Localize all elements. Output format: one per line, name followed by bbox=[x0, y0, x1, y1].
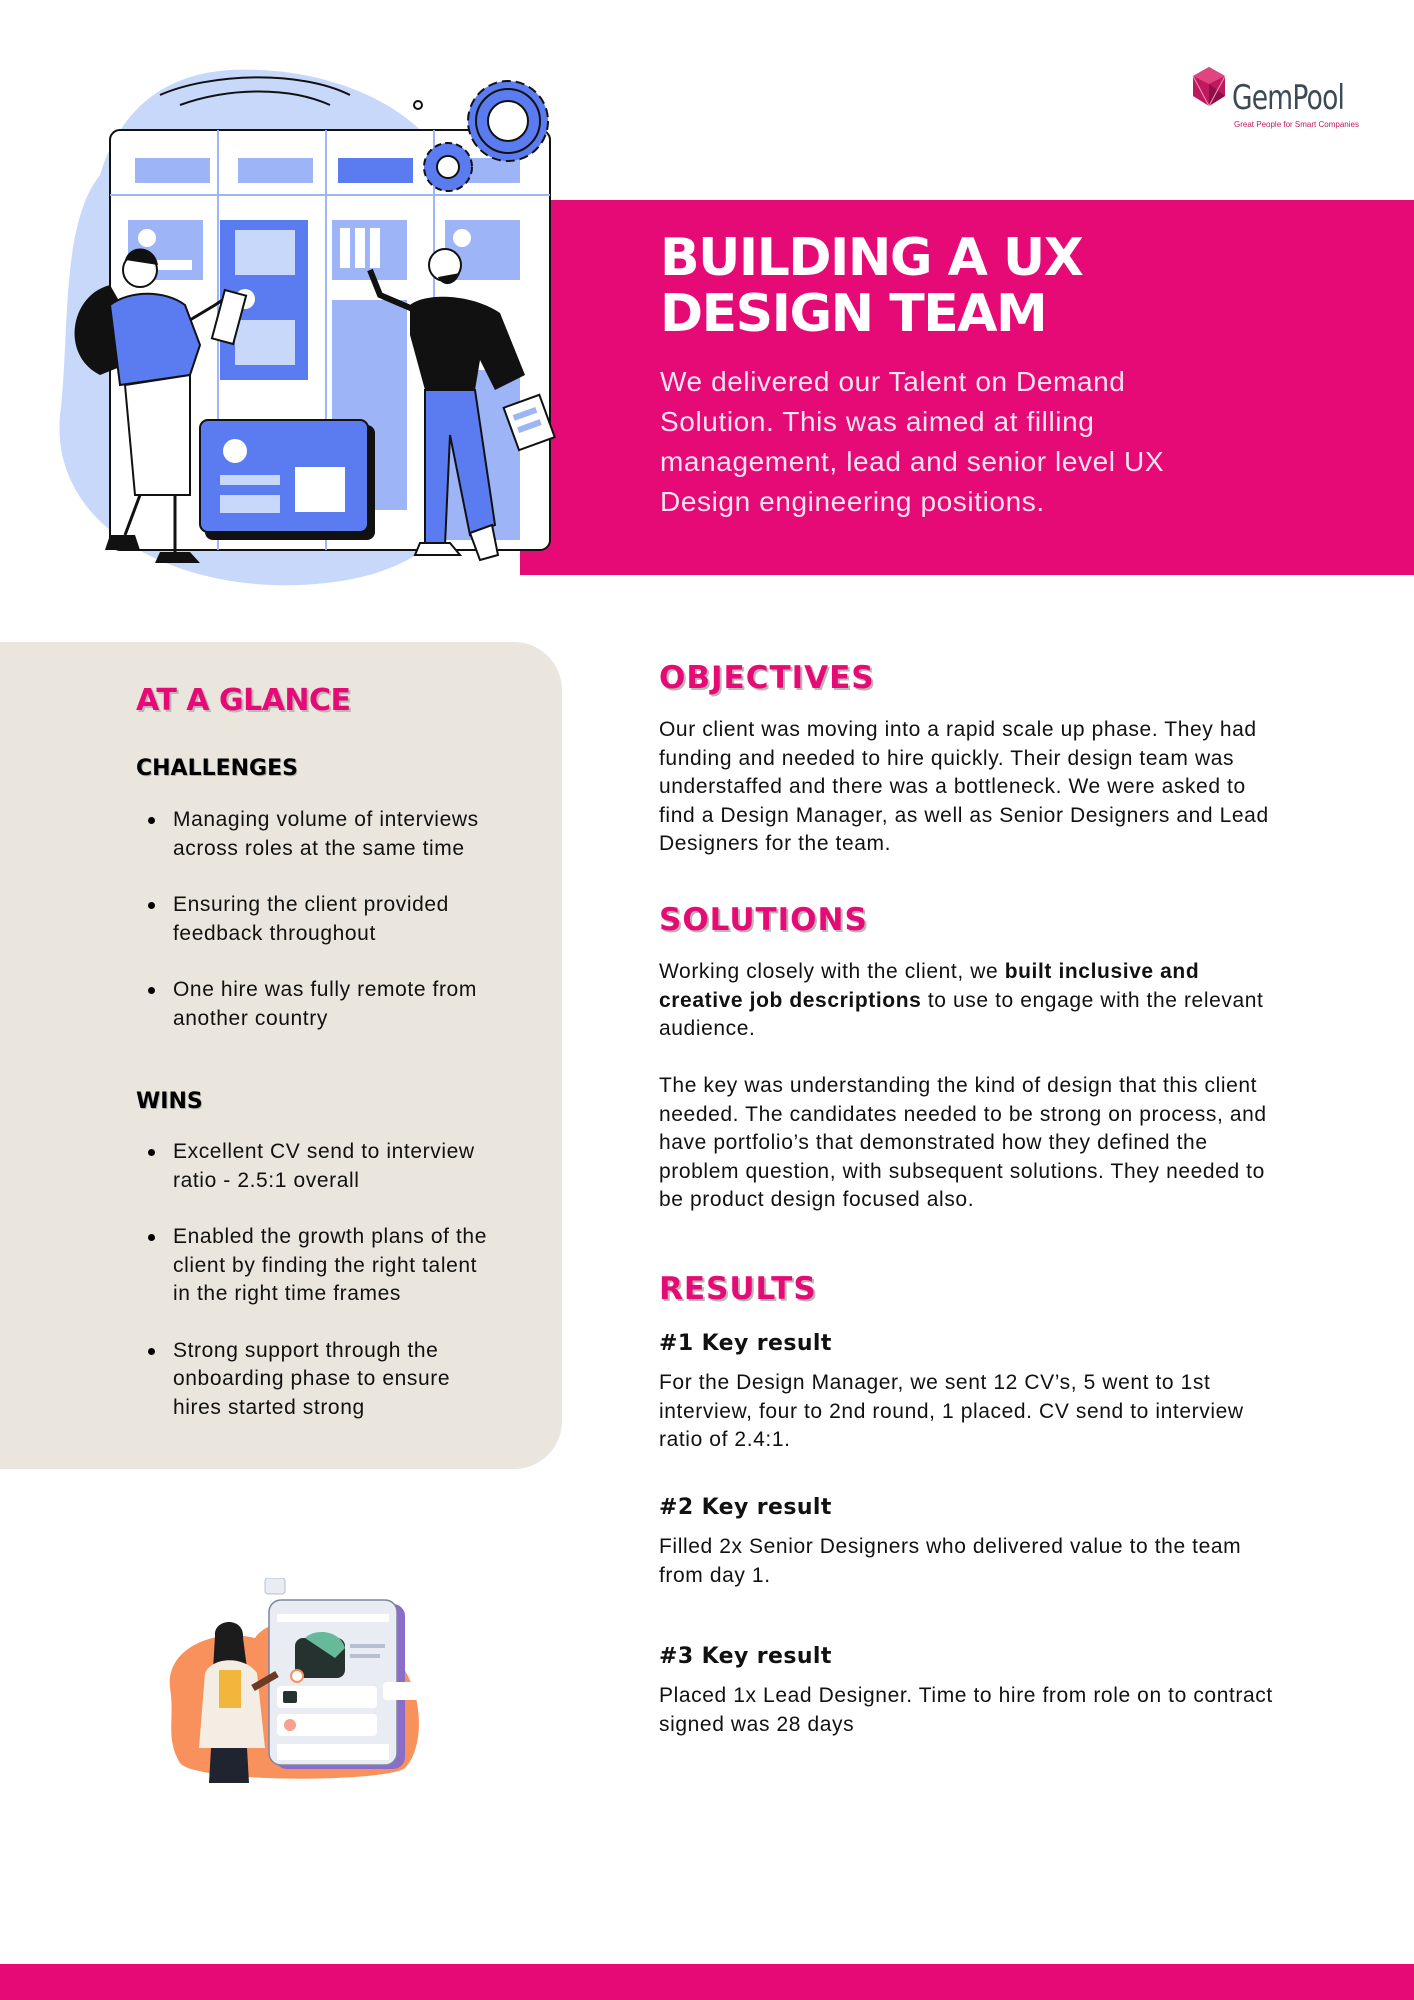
key-result-1-title: #1 Key result bbox=[659, 1331, 832, 1356]
key-result-3-title: #3 Key result bbox=[659, 1644, 832, 1669]
gear-icon bbox=[468, 81, 548, 161]
solutions-body-2: The key was understanding the kind of design that this client needed. The candidates needed to be strong on process, and have portfolio’s that demonstrated how they defined the problem question, with subsequent solutions. They needed to be product design focused also. bbox=[659, 1074, 1267, 1211]
page-title: BUILDING A UX DESIGN TEAM bbox=[660, 228, 1083, 344]
challenges-title: CHALLENGES bbox=[136, 756, 298, 781]
solutions-text-bold: built inclusive and creative job descriptions bbox=[659, 960, 1200, 1012]
objectives-body: Our client was moving into a rapid scale up phase. They had funding and needed to hire quickly. Their design team was understaffed and there was a bottleneck. We were asked to find a Design Manager, as well as Senior Designers and Lead Designers for the team. bbox=[659, 718, 1269, 855]
objectives-title: OBJECTIVES bbox=[659, 660, 875, 696]
wins-title: WINS bbox=[136, 1089, 203, 1114]
solutions-title: SOLUTIONS bbox=[659, 902, 868, 938]
key-result-1-body: For the Design Manager, we sent 12 CV’s, 5 went to 1st interview, four to 2nd round, 1 placed. CV send to interview ratio of 2.4:1. bbox=[659, 1371, 1244, 1451]
gempool-logo bbox=[1190, 64, 1360, 136]
wins-list bbox=[136, 1138, 496, 1422]
list-item: Enabled the growth plans of the client by finding the right talent in the right time frames bbox=[136, 1223, 496, 1309]
footer-band bbox=[0, 1964, 1414, 2000]
solutions-text-post: to use to engage with the relevant audience. bbox=[659, 988, 1264, 1040]
list-item: Strong support through the onboarding phase to ensure hires started strong bbox=[136, 1337, 496, 1423]
logo-wordmark: GemPool bbox=[1232, 78, 1345, 118]
gem-logo-icon bbox=[1190, 66, 1228, 108]
gear-icon bbox=[424, 143, 472, 191]
kanban-board-illustration bbox=[40, 55, 580, 595]
challenges-list bbox=[136, 806, 496, 1033]
key-result-3-body: Placed 1x Lead Designer. Time to hire from role on to contract signed was 28 days bbox=[659, 1684, 1273, 1736]
list-item: Managing volume of interviews across roles at the same time bbox=[136, 806, 496, 863]
key-result-2-body: Filled 2x Senior Designers who delivered value to the team from day 1. bbox=[659, 1535, 1242, 1587]
phone-app-illustration bbox=[165, 1578, 435, 1783]
list-item: Excellent CV send to interview ratio - 2.5:1 overall bbox=[136, 1138, 496, 1195]
list-item: Ensuring the client provided feedback throughout bbox=[136, 891, 496, 948]
solutions-text-pre: Working closely with the client, we bbox=[659, 960, 1005, 983]
solutions-body-1 bbox=[659, 958, 1279, 1044]
logo-tagline: Great People for Smart Companies bbox=[1234, 120, 1359, 129]
hero-description: We delivered our Talent on Demand Solution. This was aimed at filling management, lead and senior level UX Design engineering positions. bbox=[660, 366, 1165, 517]
at-a-glance-title: AT A GLANCE bbox=[136, 683, 351, 718]
list-item: One hire was fully remote from another country bbox=[136, 976, 496, 1033]
results-title: RESULTS bbox=[659, 1271, 817, 1307]
key-result-2-title: #2 Key result bbox=[659, 1495, 832, 1520]
